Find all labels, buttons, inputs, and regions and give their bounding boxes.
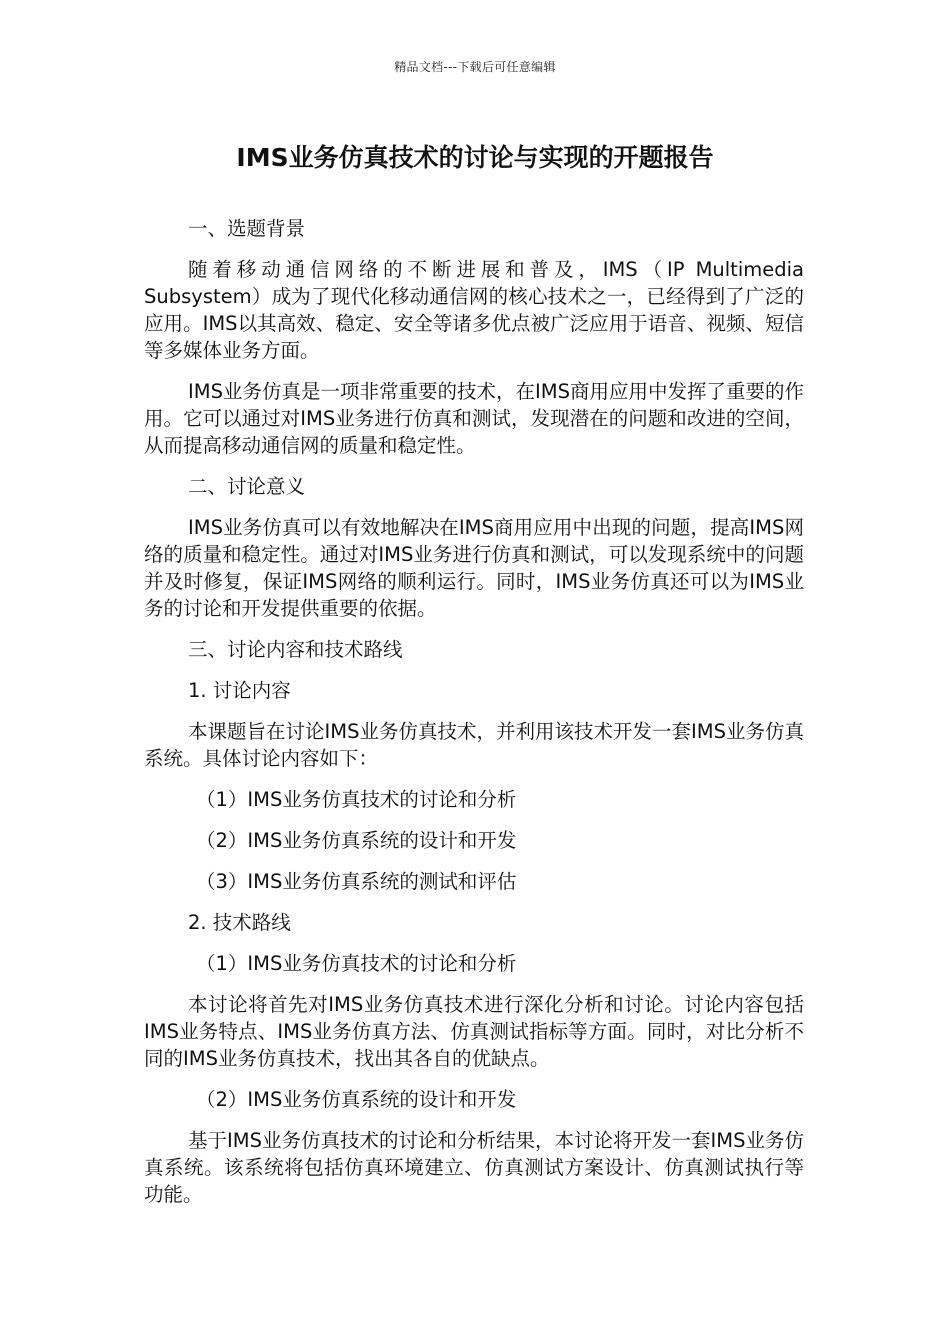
route-item-title: （1）IMS业务仿真技术的讨论和分析 <box>196 952 517 975</box>
list-item: （1）IMS业务仿真技术的讨论和分析 <box>196 788 517 811</box>
list-item: （3）IMS业务仿真系统的测试和评估 <box>196 870 517 893</box>
subheading-content: 1. 讨论内容 <box>188 679 291 702</box>
paragraph-background-2: IMS业务仿真是一项非常重要的技术，在IMS商用应用中发挥了重要的作用。它可以通过对IMS业务进行仿真和测试，发现潜在的问题和改进的空间，从而提高移动通信网的质量和稳定性。 <box>144 380 804 457</box>
paragraph-significance: IMS业务仿真可以有效地解决在IMS商用应用中出现的问题，提高IMS网络的质量和稳定性。通过对IMS业务进行仿真和测试，可以发现系统中的问题并及时修复，保证IMS网络的顺利运行。同时，IMS业务仿真还可以为IMS业务的讨论和开发提供重要的依据。 <box>144 516 804 620</box>
document-title: IMS业务仿真技术的讨论与实现的开题报告 <box>236 143 714 172</box>
paragraph-content-intro: 本课题旨在讨论IMS业务仿真技术，并利用该技术开发一套IMS业务仿真系统。具体讨论内容如下： <box>144 720 804 770</box>
route-item-title: （2）IMS业务仿真系统的设计和开发 <box>196 1088 517 1111</box>
paragraph-route-2: 基于IMS业务仿真技术的讨论和分析结果，本讨论将开发一套IMS业务仿真系统。该系统将包括仿真环境建立、仿真测试方案设计、仿真测试执行等功能。 <box>144 1129 804 1206</box>
document-body <box>144 215 804 1222</box>
watermark-text: 精品文档---下载后可任意编辑 <box>394 60 556 74</box>
paragraph-route-1: 本讨论将首先对IMS业务仿真技术进行深化分析和讨论。讨论内容包括IMS业务特点、IMS业务仿真方法、仿真测试指标等方面。同时，对比分析不同的IMS业务仿真技术，找出其各自的优缺点。 <box>144 993 804 1070</box>
section-heading-background: 一、选题背景 <box>188 217 306 240</box>
list-item: （2）IMS业务仿真系统的设计和开发 <box>196 829 517 852</box>
section-heading-significance: 二、讨论意义 <box>188 475 306 498</box>
subheading-technical-route: 2. 技术路线 <box>188 911 291 934</box>
paragraph-background-1: 随着移动通信网络的不断进展和普及，IMS（IP Multimedia Subsystem）成为了现代化移动通信网的核心技术之一，已经得到了广泛的应用。IMS以其高效、稳定、安全等诸多优点被广泛应用于语音、视频、短信等多媒体业务方面。 <box>144 258 804 362</box>
section-heading-content-route: 三、讨论内容和技术路线 <box>188 638 403 661</box>
